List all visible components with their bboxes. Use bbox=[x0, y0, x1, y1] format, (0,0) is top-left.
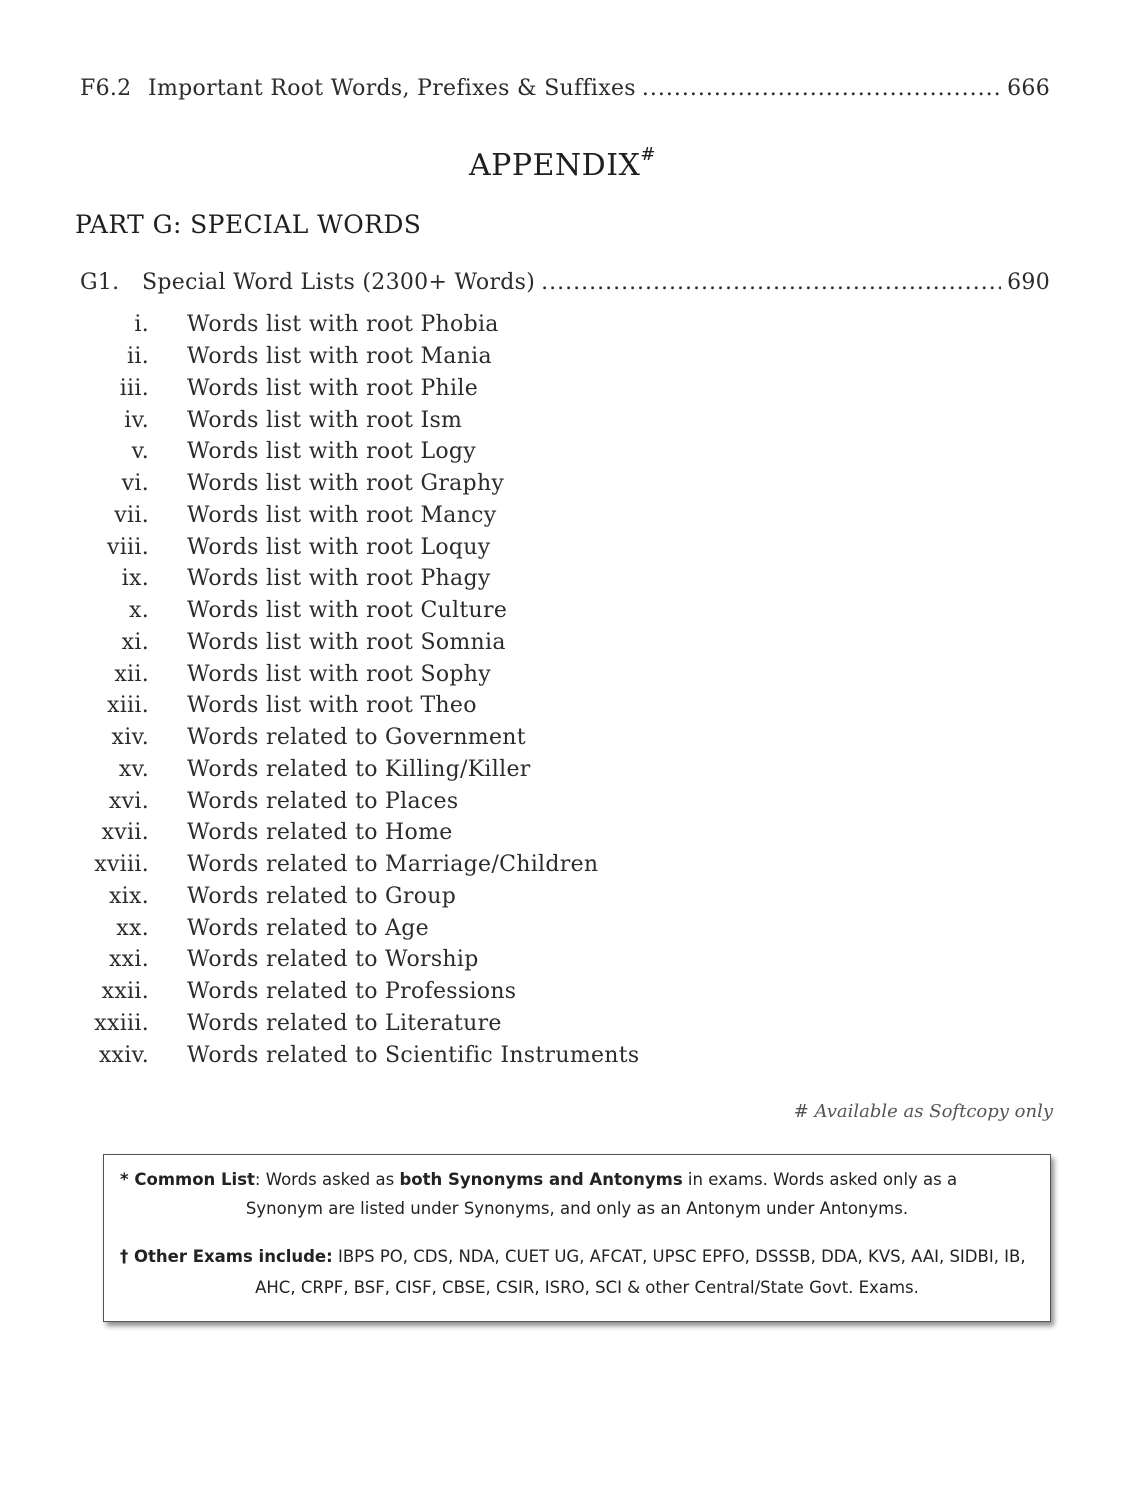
toc-entry-number: F6.2 bbox=[80, 76, 132, 101]
list-item bbox=[0, 373, 640, 405]
toc-entry-page: 666 bbox=[1007, 76, 1050, 101]
notes-box bbox=[103, 1154, 1051, 1322]
common-list-label: Common List bbox=[134, 1170, 255, 1189]
list-item-number: xxiv. bbox=[98, 1042, 149, 1068]
leader-dots bbox=[541, 270, 1001, 295]
list-item-text: Words related to Places bbox=[187, 788, 459, 814]
list-item bbox=[0, 404, 640, 436]
list-item-number: xxiii. bbox=[94, 1010, 149, 1036]
list-item bbox=[0, 944, 640, 976]
list-item bbox=[0, 785, 640, 817]
leader-dots bbox=[642, 76, 1001, 101]
toc-entry-f6-2 bbox=[80, 76, 1050, 101]
toc-entry-title: Important Root Words, Prefixes & Suffixes bbox=[148, 76, 636, 101]
list-item-text: Words related to Literature bbox=[187, 1010, 502, 1036]
list-item bbox=[0, 563, 640, 595]
special-word-lists bbox=[0, 309, 640, 1071]
list-item bbox=[0, 849, 640, 881]
list-item-text: Words list with root Mancy bbox=[187, 502, 497, 528]
common-list-text: : Words asked as bbox=[254, 1170, 400, 1189]
other-exams-label: Other Exams include: bbox=[134, 1247, 333, 1266]
common-list-note bbox=[120, 1165, 1034, 1223]
list-item-number: iii. bbox=[119, 375, 149, 401]
list-item bbox=[0, 976, 640, 1008]
list-item-text: Words related to Age bbox=[187, 915, 429, 941]
list-item-number: iv. bbox=[124, 407, 149, 433]
list-item bbox=[0, 500, 640, 532]
toc-entry-number: G1. bbox=[80, 270, 120, 295]
list-item-number: vii. bbox=[114, 502, 149, 528]
list-item-number: vi. bbox=[121, 471, 149, 497]
list-item-text: Words related to Killing/Killer bbox=[187, 756, 531, 782]
list-item-number: x. bbox=[128, 598, 149, 624]
list-item bbox=[0, 722, 640, 754]
toc-entry-g1 bbox=[80, 270, 1050, 295]
list-item bbox=[0, 754, 640, 786]
list-item-number: xii. bbox=[114, 661, 149, 687]
list-item bbox=[0, 468, 640, 500]
list-item-number: i. bbox=[134, 312, 149, 338]
list-item-number: xviii. bbox=[94, 852, 149, 878]
list-item-text: Words list with root Graphy bbox=[187, 471, 505, 497]
list-item bbox=[0, 1008, 640, 1040]
other-exams-text: IBPS PO, CDS, NDA, CUET UG, AFCAT, UPSC EPFO, DSSSB, DDA, KVS, AAI, SIDBI, IB, bbox=[332, 1247, 1026, 1266]
list-item-number: xiv. bbox=[111, 725, 149, 751]
list-item-number: xxii. bbox=[101, 979, 149, 1005]
common-list-line2: Synonym are listed under Synonyms, and only as an Antonym under Antonyms. bbox=[245, 1199, 909, 1218]
list-item-number: viii. bbox=[106, 534, 149, 560]
other-exams-line2: AHC, CRPF, BSF, CISF, CBSE, CSIR, ISRO, SCI & other Central/State Govt. Exams. bbox=[255, 1278, 919, 1297]
list-item-text: Words list with root Somnia bbox=[187, 629, 506, 655]
list-item-text: Words list with root Sophy bbox=[187, 661, 491, 687]
list-item-text: Words list with root Phagy bbox=[187, 566, 491, 592]
list-item-number: xvii. bbox=[101, 820, 149, 846]
softcopy-note: # Available as Softcopy only bbox=[793, 1101, 1053, 1122]
list-item bbox=[0, 595, 640, 627]
list-item bbox=[0, 531, 640, 563]
dagger-marker: † bbox=[120, 1247, 134, 1266]
list-item-number: xvi. bbox=[108, 788, 149, 814]
list-item-number: xxi. bbox=[108, 947, 149, 973]
list-item bbox=[0, 309, 640, 341]
list-item-text: Words related to Worship bbox=[187, 947, 479, 973]
other-exams-note bbox=[120, 1241, 1034, 1303]
list-item-text: Words list with root Mania bbox=[187, 344, 492, 370]
list-item-number: xix. bbox=[108, 883, 149, 909]
common-list-text-cont: in exams. Words asked only as a bbox=[682, 1170, 958, 1189]
toc-entry-title: Special Word Lists (2300+ Words) bbox=[142, 270, 536, 295]
list-item bbox=[0, 690, 640, 722]
list-item bbox=[0, 436, 640, 468]
list-item-text: Words list with root Ism bbox=[187, 407, 463, 433]
toc-entry-page: 690 bbox=[1007, 270, 1050, 295]
list-item-text: Words related to Marriage/Children bbox=[187, 852, 599, 878]
common-list-emphasis: both Synonyms and Antonyms bbox=[399, 1170, 683, 1189]
list-item-number: xi. bbox=[121, 629, 149, 655]
list-item-text: Words list with root Loquy bbox=[187, 534, 491, 560]
list-item bbox=[0, 881, 640, 913]
list-item-text: Words related to Home bbox=[187, 820, 453, 846]
list-item-text: Words related to Professions bbox=[187, 979, 517, 1005]
list-item-text: Words list with root Logy bbox=[187, 439, 477, 465]
list-item-text: Words list with root Phile bbox=[187, 375, 479, 401]
list-item bbox=[0, 658, 640, 690]
appendix-heading bbox=[0, 144, 1125, 183]
list-item bbox=[0, 817, 640, 849]
list-item-text: Words related to Scientific Instruments bbox=[187, 1042, 640, 1068]
appendix-title: APPENDIX bbox=[468, 148, 641, 183]
list-item-number: ix. bbox=[121, 566, 149, 592]
list-item bbox=[0, 627, 640, 659]
list-item-number: ii. bbox=[127, 344, 149, 370]
part-g-heading: PART G: SPECIAL WORDS bbox=[75, 210, 422, 239]
list-item-text: Words related to Group bbox=[187, 883, 457, 909]
list-item bbox=[0, 1039, 640, 1071]
list-item-number: xv. bbox=[118, 756, 149, 782]
list-item-text: Words list with root Theo bbox=[187, 693, 477, 719]
list-item bbox=[0, 912, 640, 944]
list-item-number: xiii. bbox=[106, 693, 149, 719]
appendix-marker: # bbox=[640, 144, 657, 165]
list-item-number: v. bbox=[131, 439, 149, 465]
list-item-text: Words related to Government bbox=[187, 725, 526, 751]
list-item-text: Words list with root Culture bbox=[187, 598, 508, 624]
list-item-text: Words list with root Phobia bbox=[187, 312, 499, 338]
list-item bbox=[0, 341, 640, 373]
asterisk-marker: * bbox=[120, 1170, 135, 1189]
list-item-number: xx. bbox=[116, 915, 149, 941]
